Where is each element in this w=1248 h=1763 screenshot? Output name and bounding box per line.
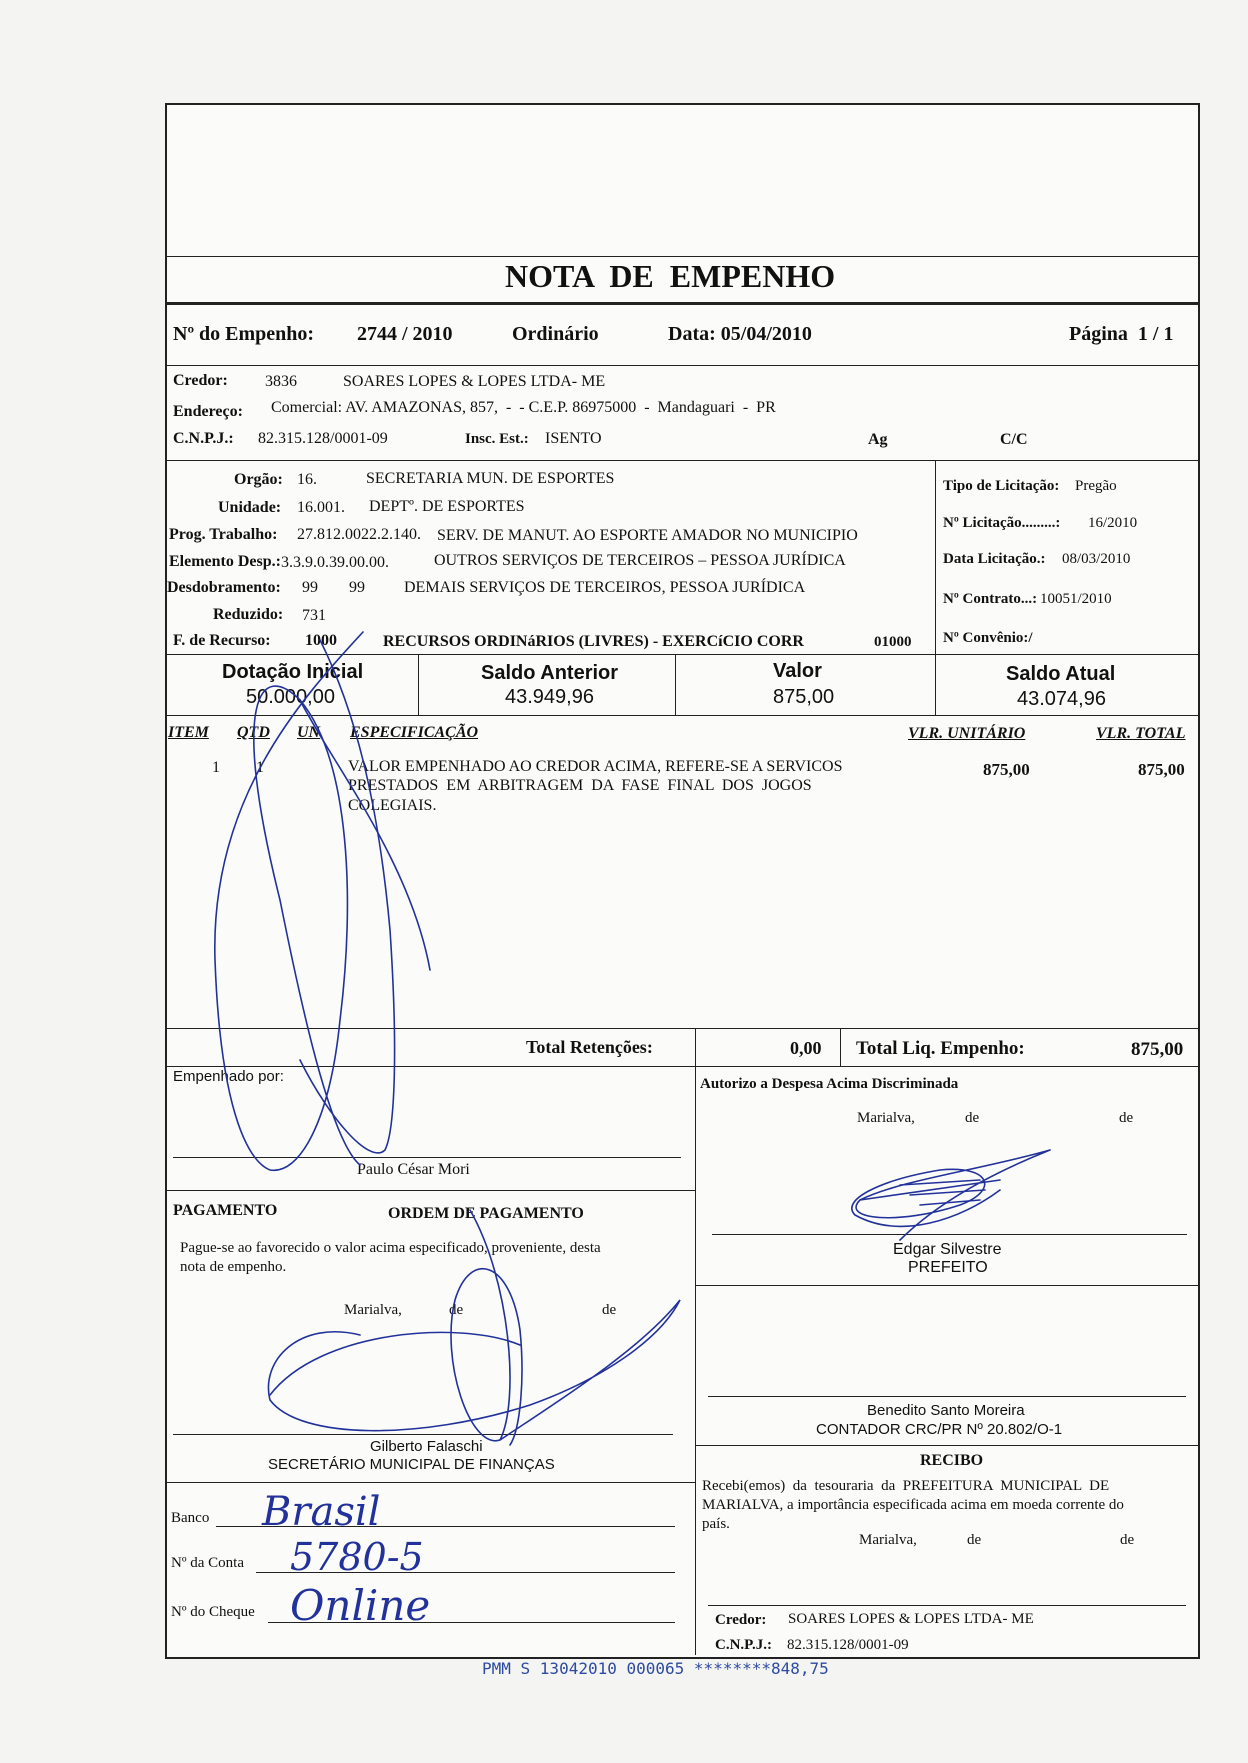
recibo-credor-label: Credor: [715, 1612, 767, 1628]
account-label: C/C [1000, 431, 1028, 448]
col-vlr-total: VLR. TOTAL [1096, 725, 1186, 742]
elemento-label: Elemento Desp.: [169, 553, 281, 570]
saldo-atual-label: Saldo Atual [1006, 663, 1116, 685]
contrato-label: Nº Contrato...: [943, 591, 1038, 607]
cnpj-field-label: C.N.P.J.: [173, 430, 234, 447]
prog-label: Prog. Trabalho: [169, 526, 278, 543]
recibo-title: RECIBO [920, 1452, 984, 1469]
retencoes-value: 0,00 [790, 1038, 822, 1058]
reduzido-value: 731 [302, 607, 326, 624]
item-qtd: 1 [256, 759, 264, 776]
pagamento-label: PAGAMENTO [173, 1202, 278, 1219]
item-spec-line-1: VALOR EMPENHADO AO CREDOR ACIMA, REFERE-SE A SERVICOS [348, 758, 843, 775]
desdobramento-label: Desdobramento: [167, 579, 281, 596]
banco-label: Banco [171, 1510, 210, 1526]
credor-name: SOARES LOPES & LOPES LTDA- ME [343, 373, 606, 390]
autorizo-de-2: de [1119, 1110, 1134, 1126]
licitacao-data-label: Data Licitação.: [943, 551, 1046, 567]
col-item: ITEM [168, 724, 209, 741]
liquido-value: 875,00 [1131, 1039, 1184, 1060]
document-title: NOTA DE EMPENHO [505, 258, 836, 294]
elemento-code: 3.3.9.0.39.00.00. [281, 554, 389, 571]
recibo-cnpj-label: C.N.P.J.: [715, 1637, 772, 1653]
autorizo-de-1: de [965, 1110, 980, 1126]
recibo-line-2: MARIALVA, a importância especificada acima em moeda corrente do [702, 1497, 1124, 1513]
desdobramento-b: 99 [349, 579, 365, 596]
unidade-label: Unidade: [218, 499, 282, 516]
recurso-code-2: 01000 [874, 634, 912, 650]
saldo-anterior-label: Saldo Anterior [481, 662, 619, 684]
recurso-label: F. de Recurso: [173, 632, 271, 649]
insc-label: Insc. Est.: [465, 431, 529, 447]
orgao-label: Orgão: [234, 471, 283, 488]
recibo-line-3: país. [702, 1516, 730, 1532]
ordem-pagamento-label: ORDEM DE PAGAMENTO [388, 1205, 584, 1222]
col-especificacao: ESPECIFICAÇÃO [350, 724, 479, 741]
handwritten-conta: 5780-5 [290, 1535, 424, 1579]
item-total-value: 875,00 [1138, 760, 1185, 779]
orgao-code: 16. [297, 471, 317, 488]
recibo-city: Marialva, [859, 1532, 917, 1548]
contador-role: CONTADOR CRC/PR Nº 20.802/O-1 [816, 1421, 1063, 1438]
valor-label: Valor [773, 660, 822, 682]
payment-stamp: PMM S 13042010 000065 ********848,75 [482, 1659, 829, 1678]
saldo-atual-value: 43.074,96 [1017, 688, 1106, 710]
handwritten-banco: Brasil [262, 1489, 381, 1535]
handwritten-cheque: Online [290, 1581, 431, 1630]
reduzido-label: Reduzido: [213, 606, 284, 623]
pagamento-text-line-1: Pague-se ao favorecido o valor acima especificado, proveniente, desta [180, 1240, 601, 1256]
dotacao-value: 50.000,00 [246, 686, 335, 708]
item-unit-value: 875,00 [983, 760, 1030, 779]
empenho-type: Ordinário [512, 323, 599, 345]
col-un: UN [297, 724, 321, 741]
licitacao-numero-label: Nº Licitação.........: [943, 515, 1061, 531]
item-spec-line-2: PRESTADOS EM ARBITRAGEM DA FASE FINAL DOS JOGOS [348, 777, 812, 794]
col-vlr-unitario: VLR. UNITÁRIO [908, 725, 1026, 742]
licitacao-tipo: Pregão [1075, 478, 1117, 494]
item-spec-line-3: COLEGIAIS. [348, 797, 437, 814]
empenho-number: 2744 / 2010 [357, 323, 453, 345]
contador-name: Benedito Santo Moreira [867, 1402, 1025, 1419]
retencoes-label: Total Retenções: [526, 1037, 653, 1057]
autorizo-label: Autorizo a Despesa Acima Discriminada [700, 1076, 959, 1092]
financas-role: SECRETÁRIO MUNICIPAL DE FINANÇAS [268, 1456, 555, 1473]
empenho-number-label: Nº do Empenho: [173, 323, 315, 345]
recurso-name: RECURSOS ORDINáRIOS (LIVRES) - EXERCíCIO CORR [383, 633, 804, 650]
empenho-date: Data: 05/04/2010 [668, 323, 812, 345]
recibo-de-1: de [967, 1532, 982, 1548]
elemento-name: OUTROS SERVIÇOS DE TERCEIROS – PESSOA JURÍDICA [434, 552, 846, 569]
pagamento-text-line-2: nota de empenho. [180, 1259, 287, 1275]
credor-label: Credor: [173, 372, 228, 389]
licitacao-numero: 16/2010 [1088, 515, 1138, 531]
prog-code: 27.812.0022.2.140. [297, 526, 421, 543]
conta-label: Nº da Conta [171, 1555, 244, 1571]
recurso-code: 1000 [305, 632, 337, 649]
credor-cnpj: 82.315.128/0001-09 [258, 430, 388, 447]
unidade-code: 16.001. [297, 499, 345, 516]
empenhado-name: Paulo César Mori [357, 1161, 470, 1178]
pagamento-city: Marialva, [344, 1302, 402, 1318]
prefeito-name: Edgar Silvestre [893, 1241, 1002, 1258]
recibo-credor: SOARES LOPES & LOPES LTDA- ME [788, 1611, 1034, 1627]
address-field-label: Endereço: [173, 403, 243, 420]
empenhado-label: Empenhado por: [173, 1068, 284, 1085]
credor-code: 3836 [265, 373, 297, 390]
licitacao-data: 08/03/2010 [1062, 551, 1131, 567]
convenio-label: Nº Convênio:/ [943, 630, 1033, 646]
liquido-label: Total Liq. Empenho: [856, 1038, 1025, 1059]
col-qtd: QTD [237, 724, 270, 741]
prefeito-role: PREFEITO [908, 1259, 988, 1276]
orgao-name: SECRETARIA MUN. DE ESPORTES [366, 470, 615, 487]
saldo-anterior-value: 43.949,96 [505, 686, 594, 708]
recibo-de-2: de [1120, 1532, 1135, 1548]
pagamento-de-1: de [449, 1302, 464, 1318]
credor-address: Comercial: AV. AMAZONAS, 857, - - C.E.P. 86975000 - Mandaguari - PR [271, 399, 776, 416]
unidade-name: DEPTº. DE ESPORTES [369, 498, 525, 515]
agency-label: Ag [868, 431, 888, 448]
pagamento-de-2: de [602, 1302, 617, 1318]
credor-insc: ISENTO [545, 430, 602, 447]
page-number: Página 1 / 1 [1069, 323, 1174, 345]
desdobramento-name: DEMAIS SERVIÇOS DE TERCEIROS, PESSOA JURÍDICA [404, 579, 806, 596]
financas-name: Gilberto Falaschi [370, 1438, 483, 1455]
valor-value: 875,00 [773, 686, 835, 708]
cheque-label: Nº do Cheque [171, 1604, 255, 1620]
recibo-cnpj: 82.315.128/0001-09 [787, 1637, 909, 1653]
recibo-line-1: Recebi(emos) da tesouraria da PREFEITURA MUNICIPAL DE [702, 1478, 1110, 1494]
dotacao-label: Dotação Inicial [222, 661, 364, 683]
desdobramento-a: 99 [302, 579, 318, 596]
autorizo-city: Marialva, [857, 1110, 915, 1126]
item-number: 1 [212, 759, 220, 776]
prog-name: SERV. DE MANUT. AO ESPORTE AMADOR NO MUNICIPIO [437, 527, 858, 544]
contrato-value: 10051/2010 [1040, 591, 1112, 607]
licitacao-tipo-label: Tipo de Licitação: [943, 478, 1060, 494]
